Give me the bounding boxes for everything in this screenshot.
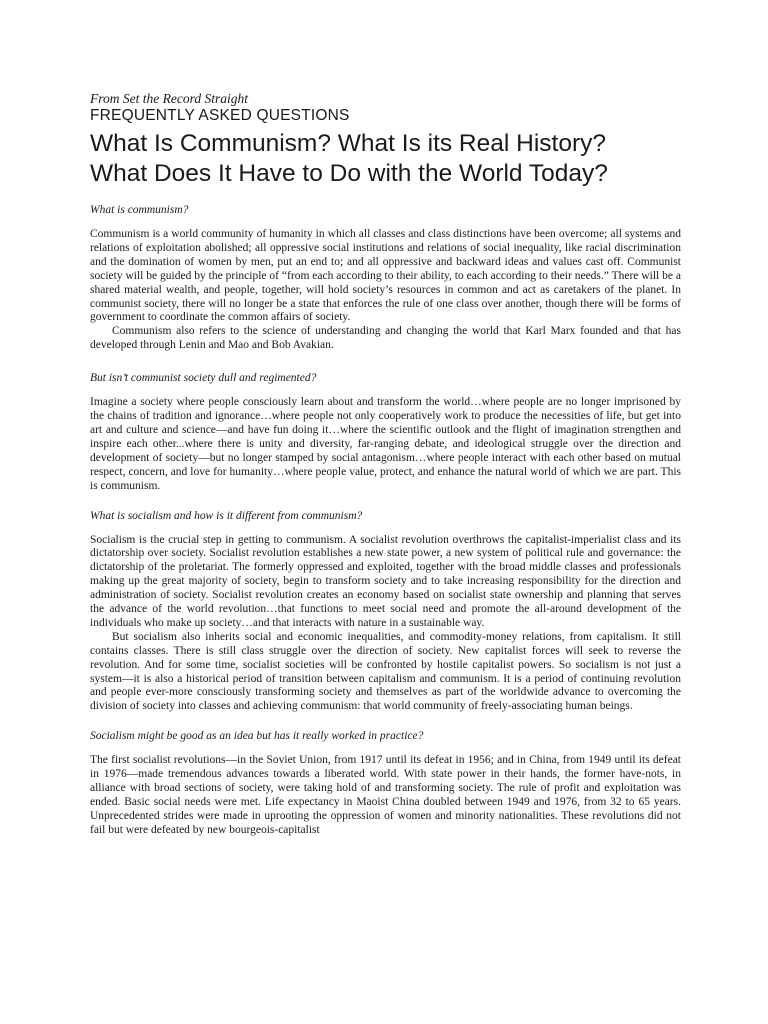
faq-section-communism bbox=[90, 203, 681, 353]
faq-section-socialism bbox=[90, 509, 681, 715]
title-line-2: What Does It Have to Do with the World Today? bbox=[90, 160, 608, 187]
faq-answer bbox=[90, 396, 681, 493]
faq-answer bbox=[90, 534, 681, 715]
answer-paragraph: But socialism also inherits social and economic inequalities, and commodity-money relations, from capitalism. It still contains classes. There is still class struggle over the direction of society. New capitalist forces will seek to reverse the revolution. And for some time, socialist societies will be confronted by hostile capitalist powers. So socialism is not just a system—it is also a historical period of transition between capitalism and communism. It is a period of continuing revolution and people ever-more consciously transforming society and themselves as part of the worldwide advance to overcoming the division of society into classes and achieving communism: that world community of freely-associating human beings. bbox=[90, 630, 681, 713]
answer-paragraph: Communism is a world community of humanity in which all classes and class distinctions have been overcome; all systems and relations of exploitation abolished; all oppressive social institutions and relations of social inequality, like racial discrimination and the domination of women by men, put an end to; and all oppressive and backward ideas and values cast off. Communist society will be guided by the principle of “from each according to their ability, to each according to their needs.” There will be a shared material wealth, and people, together, will hold society’s resources in common and act as caretakers of the planet. In communist society, there will no longer be a state that enforces the rule of one class over another, though there will be forms of government to coordinate the common affairs of society. bbox=[90, 228, 681, 324]
source-line: From Set the Record Straight bbox=[90, 91, 248, 106]
faq-section-dull-regimented bbox=[90, 371, 681, 493]
answer-paragraph: Communism also refers to the science of understanding and changing the world that Karl Marx founded and that has developed through Lenin and Mao and Bob Avakian. bbox=[90, 325, 681, 352]
answer-paragraph: Imagine a society where people consciously learn about and transform the world…where people are no longer imprisoned by the chains of tradition and ignorance…where people not only cooperatively work to produce the necessities of life, but get into art and culture and science—and have fun doing it…where the scientific outlook and the flight of imagination strengthen and inspire each other...where there is unity and diversity, far-ranging debate, and ideological struggle over the direction and development of society—but no longer stamped by social antagonism…where people interact with each other based on mutual respect, concern, and love for humanity…where people value, protect, and enhance the natural world of which we are part. This is communism. bbox=[90, 396, 681, 492]
answer-paragraph: The first socialist revolutions—in the Soviet Union, from 1917 until its defeat in 1956; and in China, from 1949 until its defeat in 1976—made tremendous advances towards a liberated world. With state power in their hands, the former have-nots, in alliance with broad sections of society, were taking hold of and transforming society. The rule of profit and exploitation was ended. Basic social needs were met. Life expectancy in Maoist China doubled between 1949 and 1976, from 32 to 65 years. Unprecedented strides were made in uprooting the oppression of women and minority nationalities. These revolutions did not fail but were defeated by new bourgeois-capitalist bbox=[90, 754, 681, 836]
faq-question: But isn’t communist society dull and regimented? bbox=[90, 372, 317, 385]
faq-question: Socialism might be good as an idea but has it really worked in practice? bbox=[90, 730, 424, 743]
faq-question: What is socialism and how is it different from communism? bbox=[90, 509, 363, 522]
answer-paragraph: Socialism is the crucial step in getting to communism. A socialist revolution overthrows the capitalist-imperialist class and its dictatorship over society. Socialist revolution establishes a new state power, a new system of political rule and governance: the dictatorship of the proletariat. The formerly oppressed and exploited, together with the broad middle classes and professionals making up the great majority of society, begin to transform society and to take increasing responsibility for the direction and administration of society. Socialist revolution creates an economy based on socialist state ownership and planning that serves the advance of the world revolution…that functions to meet social need and promote the all-around development of the individuals who make up society…and that interacts with nature in a sustainable way. bbox=[90, 533, 681, 629]
faq-answer bbox=[90, 754, 681, 837]
document-page bbox=[90, 91, 681, 838]
section-kicker: FREQUENTLY ASKED QUESTIONS bbox=[90, 107, 350, 124]
page-title bbox=[90, 129, 681, 189]
faq-answer bbox=[90, 228, 681, 353]
faq-question: What is communism? bbox=[90, 204, 189, 216]
title-line-1: What Is Communism? What Is its Real History? bbox=[90, 130, 606, 157]
faq-section-practice bbox=[90, 729, 681, 837]
